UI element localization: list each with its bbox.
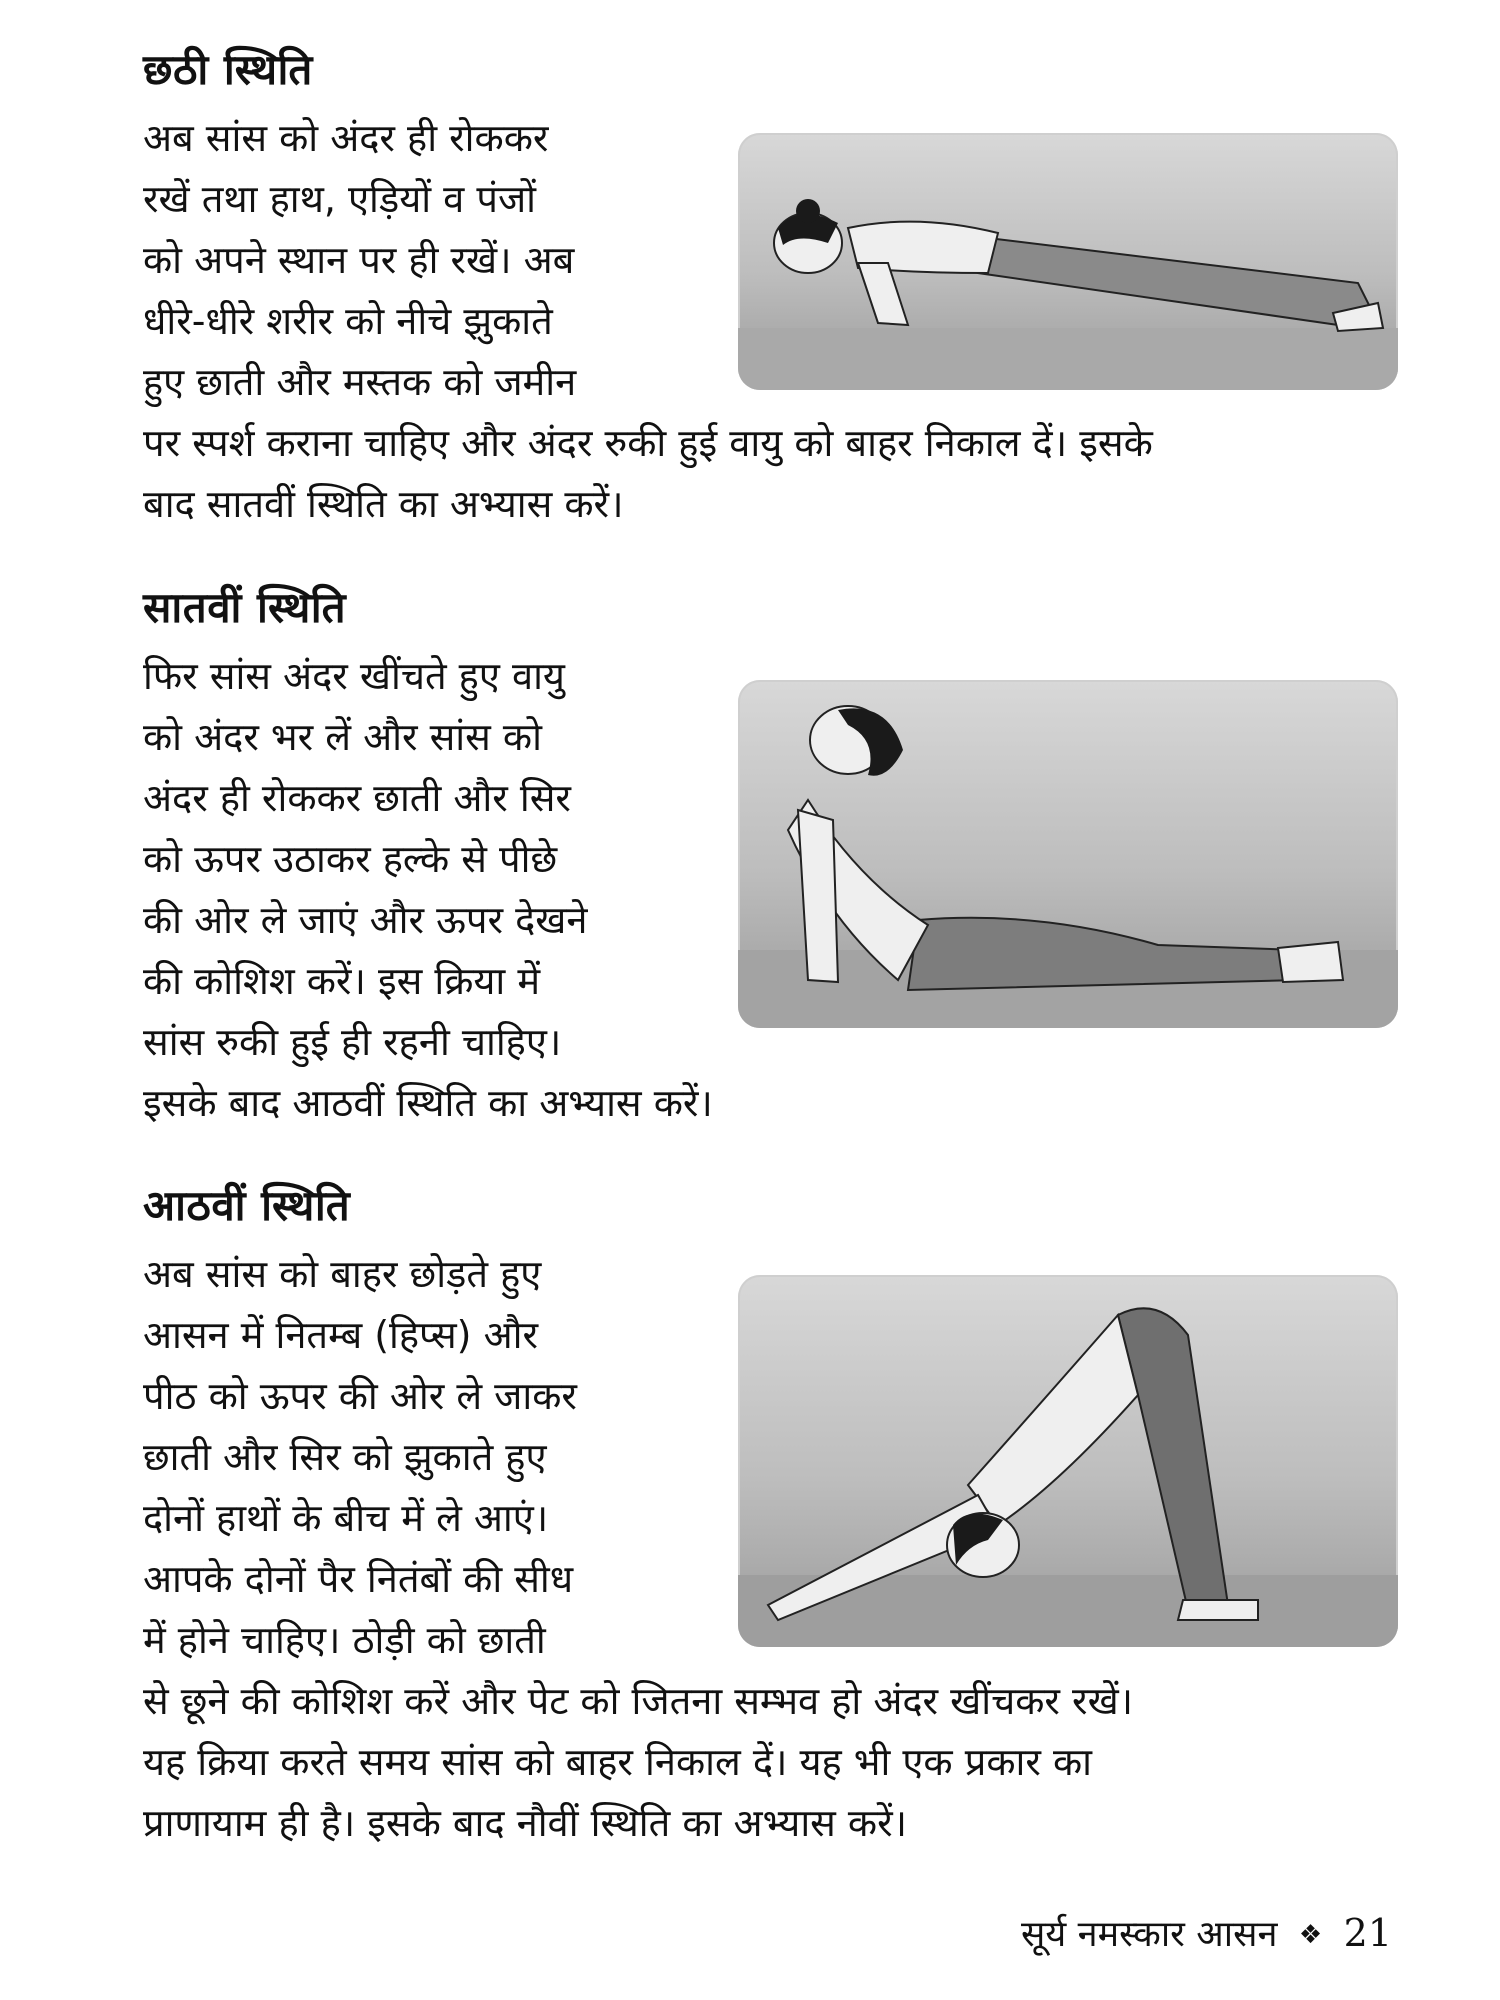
text-line: अंदर ही रोककर छाती और सिर bbox=[143, 776, 571, 820]
text-line: रखें तथा हाथ, एड़ियों व पंजों bbox=[143, 177, 537, 221]
text-line: से छूने की कोशिश करें और पेट को जितना सम्भव हो अंदर खींचकर रखें। bbox=[143, 1679, 1134, 1723]
text-line: हुए छाती और मस्तक को जमीन bbox=[143, 360, 577, 404]
text-line: बाद सातवीं स्थिति का अभ्यास करें। bbox=[143, 482, 624, 526]
text-line: प्राणायाम ही है। इसके बाद नौवीं स्थिति का अभ्यास करें। bbox=[143, 1801, 908, 1845]
heading-eighth-position: आठवीं स्थिति bbox=[143, 1181, 351, 1230]
illustration-sixth-position bbox=[738, 133, 1398, 390]
text-line: को ऊपर उठाकर हल्के से पीछे bbox=[143, 837, 558, 881]
text-line: को अंदर भर लें और सांस को bbox=[143, 715, 542, 759]
downward-dog-illustration bbox=[738, 1275, 1398, 1647]
page-number: 21 bbox=[1343, 1911, 1392, 1955]
text-line: यह क्रिया करते समय सांस को बाहर निकाल दें। यह भी एक प्रकार का bbox=[143, 1740, 1092, 1784]
text-line: इसके बाद आठवीं स्थिति का अभ्यास करें। bbox=[143, 1081, 713, 1125]
cobra-pose-illustration bbox=[738, 680, 1398, 1028]
text-line: को अपने स्थान पर ही रखें। अब bbox=[143, 238, 575, 282]
text-line: आपके दोनों पैर नितंबों की सीध bbox=[143, 1557, 574, 1601]
text-line: में होने चाहिए। ठोड़ी को छाती bbox=[143, 1618, 546, 1662]
text-line: फिर सांस अंदर खींचते हुए वायु bbox=[143, 654, 565, 698]
text-line: की ओर ले जाएं और ऊपर देखने bbox=[143, 898, 588, 942]
text-line: की कोशिश करें। इस क्रिया में bbox=[143, 959, 541, 1003]
page-footer bbox=[1021, 1908, 1392, 1960]
separator-icon: ❖ bbox=[1298, 1920, 1323, 1950]
text-line: अब सांस को अंदर ही रोककर bbox=[143, 116, 549, 160]
text-line: आसन में नितम्ब (हिप्स) और bbox=[143, 1313, 539, 1357]
text-line: दोनों हाथों के बीच में ले आएं। bbox=[143, 1496, 549, 1540]
text-line: छाती और सिर को झुकाते हुए bbox=[143, 1435, 547, 1479]
heading-sixth-position: छठी स्थिति bbox=[143, 45, 313, 94]
text-line: सांस रुकी हुई ही रहनी चाहिए। bbox=[143, 1020, 562, 1064]
book-title: सूर्य नमस्कार आसन bbox=[1021, 1914, 1278, 1955]
text-line: धीरे-धीरे शरीर को नीचे झुकाते bbox=[143, 299, 553, 343]
text-line: पर स्पर्श कराना चाहिए और अंदर रुकी हुई वायु को बाहर निकाल दें। इसके bbox=[143, 421, 1153, 465]
text-line: पीठ को ऊपर की ओर ले जाकर bbox=[143, 1374, 577, 1418]
illustration-seventh-position bbox=[738, 680, 1398, 1028]
illustration-eighth-position bbox=[738, 1275, 1398, 1647]
text-line: अब सांस को बाहर छोड़ते हुए bbox=[143, 1252, 542, 1296]
plank-pose-illustration bbox=[738, 133, 1398, 390]
heading-seventh-position: सातवीं स्थिति bbox=[143, 583, 347, 632]
